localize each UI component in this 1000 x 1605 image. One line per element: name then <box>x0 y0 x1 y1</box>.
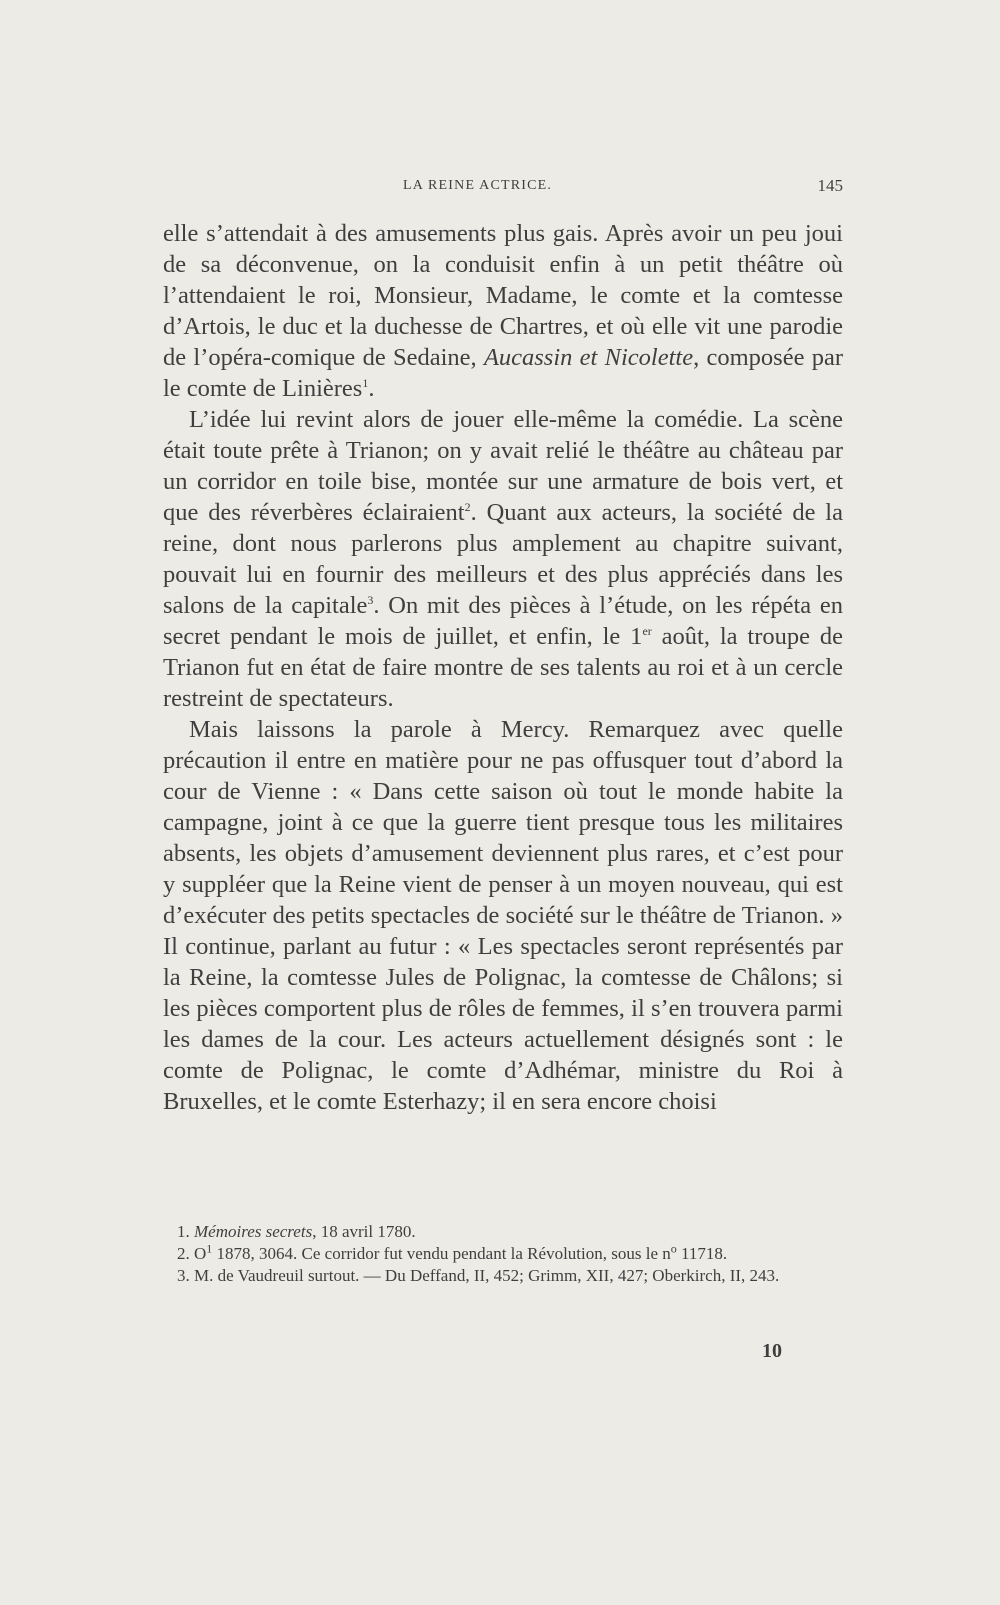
footnote-2-sup: 1 <box>206 1241 213 1256</box>
footnote-2-text-b: 1878, 3064. Ce corridor fut vendu pendant la Révolution, sous le n <box>212 1244 671 1263</box>
footnote-2 <box>163 1243 843 1265</box>
paragraph-1-end: . <box>368 375 375 402</box>
paragraph-2-text-a: L’idée lui revint alors de jouer elle-même la comédie. La scène était toute prête à Trianon; on y avait relié le théâtre au château par un corridor en toile bise, montée sur une armature de bois vert, et que des réverbères éclairaient <box>163 406 843 526</box>
footnote-ref-2: 2 <box>464 499 471 514</box>
footnote-1-title: Mémoires secrets <box>194 1222 313 1241</box>
footnotes <box>163 1221 843 1287</box>
title-italic: Aucassin et Nicolette <box>483 344 694 371</box>
paragraph-2 <box>163 404 843 714</box>
footnote-ref-1: 1 <box>362 375 369 390</box>
footnote-1-text: , 18 avril 1780. <box>312 1222 416 1241</box>
paragraph-1-text: elle s’attendait à des amusements plus gais. Après avoir un peu joui de sa déconvenue, on la conduisit enfin à un petit théâtre où l’attendaient le roi, Monsieur, Madame, le comte et la comtesse d’Artois, le duc et la duchesse de Chartres, et où elle vit une parodie de l’opéra-comique de Sedaine, <box>163 220 843 371</box>
running-head: LA REINE ACTRICE. <box>403 178 553 193</box>
footnote-2-text-c: 11718. <box>676 1244 728 1263</box>
paragraph-3: Mais laissons la parole à Mercy. Remarquez avec quelle précaution il entre en matière pour ne pas offusquer tout d’abord la cour de Vienne : « Dans cette saison où tout le monde habite la campagne, joint à ce que la guerre tient presque tous les militaires absents, les objets d’amusement deviennent plus rares, et c’est pour y suppléer que la Reine vient de penser à un moyen nouveau, qui est d’exécuter des petits spectacles de société sur le théâtre de Trianon. » Il continue, parlant au futur : « Les spectacles seront représentés par la Reine, la comtesse Jules de Polignac, la comtesse de Châlons; si les pièces comportent plus de rôles de femmes, il s’en trouvera parmi les dames de la cour. Les acteurs actuellement désignés sont : le comte de Polignac, le comte d’Adhémar, ministre du Roi à Bruxelles, et le comte Esterhazy; il en sera encore choisi <box>163 716 843 1115</box>
signature-mark: 10 <box>762 1340 782 1362</box>
footnote-2-sup-o: o <box>670 1241 677 1256</box>
ordinal-superscript: er <box>642 623 652 638</box>
paragraph-2-text-d: août, la troupe de Trianon fut en état de faire montre de ses talents au roi et à un cercle restreint de spectateurs. <box>163 623 843 712</box>
paragraph-1 <box>163 218 843 404</box>
body-text <box>163 218 843 1117</box>
paragraph-2-text-c: . On mit des pièces à l’étude, on les répéta en secret pendant le mois de juillet, et enfin, le 1 <box>163 592 843 650</box>
footnote-ref-3: 3 <box>367 592 374 607</box>
footnote-1-number: 1. <box>177 1222 194 1241</box>
paragraph-1-text-2: , composée par le comte de Linières <box>163 344 844 402</box>
footnote-3: 3. M. de Vaudreuil surtout. — Du Deffand, II, 452; Grimm, XII, 427; Oberkirch, II, 243. <box>177 1266 780 1285</box>
page-number: 145 <box>817 176 843 195</box>
page-header <box>163 178 843 202</box>
paragraph-2-text-b: . Quant aux acteurs, la société de la reine, dont nous parlerons plus amplement au chapitre suivant, pouvait lui en fournir des meilleurs et des plus appréciés dans les salons de la capitale <box>163 499 843 619</box>
footnote-1 <box>163 1221 843 1243</box>
footnote-2-text-a: 2. O <box>177 1244 207 1263</box>
